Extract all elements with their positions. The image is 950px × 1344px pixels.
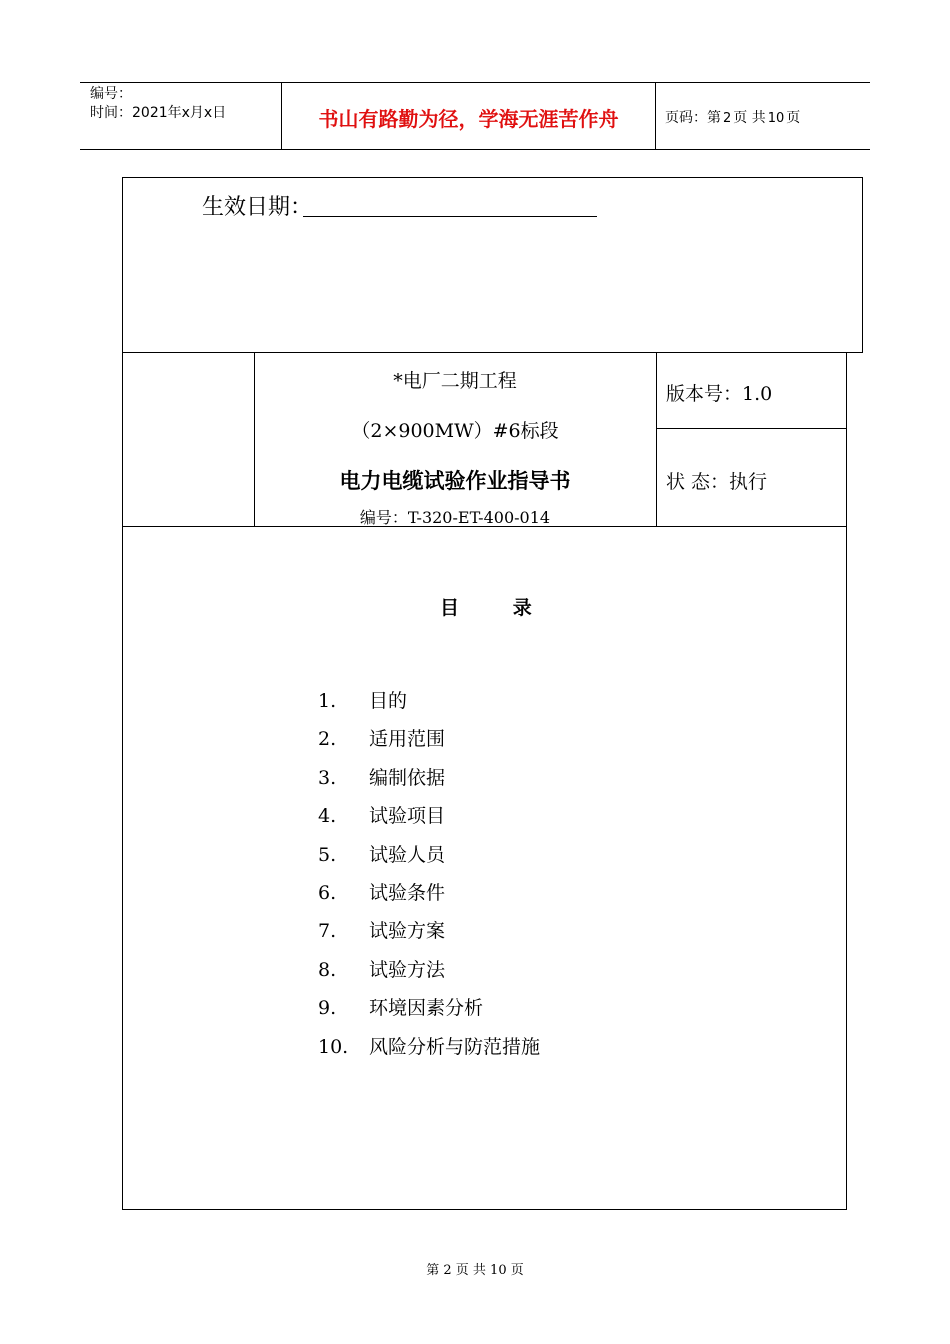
project-section: （2×900MW）#6标段 <box>351 420 559 442</box>
toc-item-label: 试验人员 <box>369 843 446 866</box>
toc-item-label: 试验方案 <box>369 920 446 943</box>
header-bottom-rule <box>80 149 870 150</box>
toc-list <box>318 686 540 1070</box>
frame-right-border <box>846 352 847 1210</box>
toc-item <box>318 878 540 916</box>
toc-item-label: 试验条件 <box>369 881 446 904</box>
effective-date-blank <box>303 216 597 217</box>
version-label: 版本号：1.0 <box>666 383 773 405</box>
toc-item <box>318 801 540 839</box>
header-meta <box>90 85 226 123</box>
frame-left-border <box>122 352 123 1210</box>
document-title: 电力电缆试验作业指导书 <box>339 469 571 493</box>
toc-title: 目 录 <box>440 597 534 619</box>
toc-item <box>318 1032 540 1070</box>
header-divider <box>655 82 656 149</box>
header-motto: 书山有路勤为径，学海无涯苦作舟 <box>318 107 619 131</box>
page-total: 10 <box>767 111 785 126</box>
toc-item-label: 试验项目 <box>369 805 446 828</box>
toc-item-label: 风险分析与防范措施 <box>369 1035 541 1058</box>
toc-item <box>318 724 540 762</box>
toc-item-label: 目的 <box>369 690 408 712</box>
toc-item <box>318 955 540 993</box>
toc-item-number: 4. <box>318 805 337 828</box>
toc-item <box>318 840 540 878</box>
page-prefix: 页码：第 <box>665 110 721 126</box>
page-suffix: 页 <box>786 110 801 126</box>
toc-item-number: 6. <box>318 881 337 904</box>
toc-item-number: 1. <box>318 690 337 712</box>
toc-item-number: 9. <box>318 997 337 1020</box>
toc-item-number: 2. <box>318 728 337 751</box>
page-middle: 页 共 <box>733 110 766 126</box>
page-current: 2 <box>723 111 732 126</box>
page-footer: 第 2 页 共 10 页 <box>426 1263 524 1278</box>
toc-item <box>318 916 540 954</box>
toc-item <box>318 993 540 1031</box>
toc-item <box>318 763 540 801</box>
header-top-rule <box>80 82 870 83</box>
status-label: 状 态：执行 <box>666 471 768 493</box>
toc-item-label: 适用范围 <box>369 728 446 751</box>
effective-date-label: 生效日期： <box>202 195 313 220</box>
toc-item-number: 8. <box>318 958 337 981</box>
info-divider-right <box>656 352 657 526</box>
toc-item-label: 环境因素分析 <box>369 997 484 1020</box>
frame-bottom-border <box>122 1209 847 1210</box>
toc-item-number: 5. <box>318 843 337 866</box>
toc-item-label: 编制依据 <box>369 766 446 789</box>
header-page-number <box>665 107 800 127</box>
toc-item <box>318 686 540 724</box>
toc-item-label: 试验方法 <box>369 958 446 981</box>
toc-item-number: 7. <box>318 920 337 943</box>
toc-item-number: 3. <box>318 766 337 789</box>
project-name: *电厂二期工程 <box>393 370 517 392</box>
toc-item-number: 10. <box>318 1035 349 1058</box>
code-label: 编号： <box>90 86 132 102</box>
time-label: 时间：2021年x月x日 <box>90 105 227 121</box>
version-status-divider <box>656 428 846 429</box>
document-number: 编号：T-320-ET-400-014 <box>359 508 551 527</box>
